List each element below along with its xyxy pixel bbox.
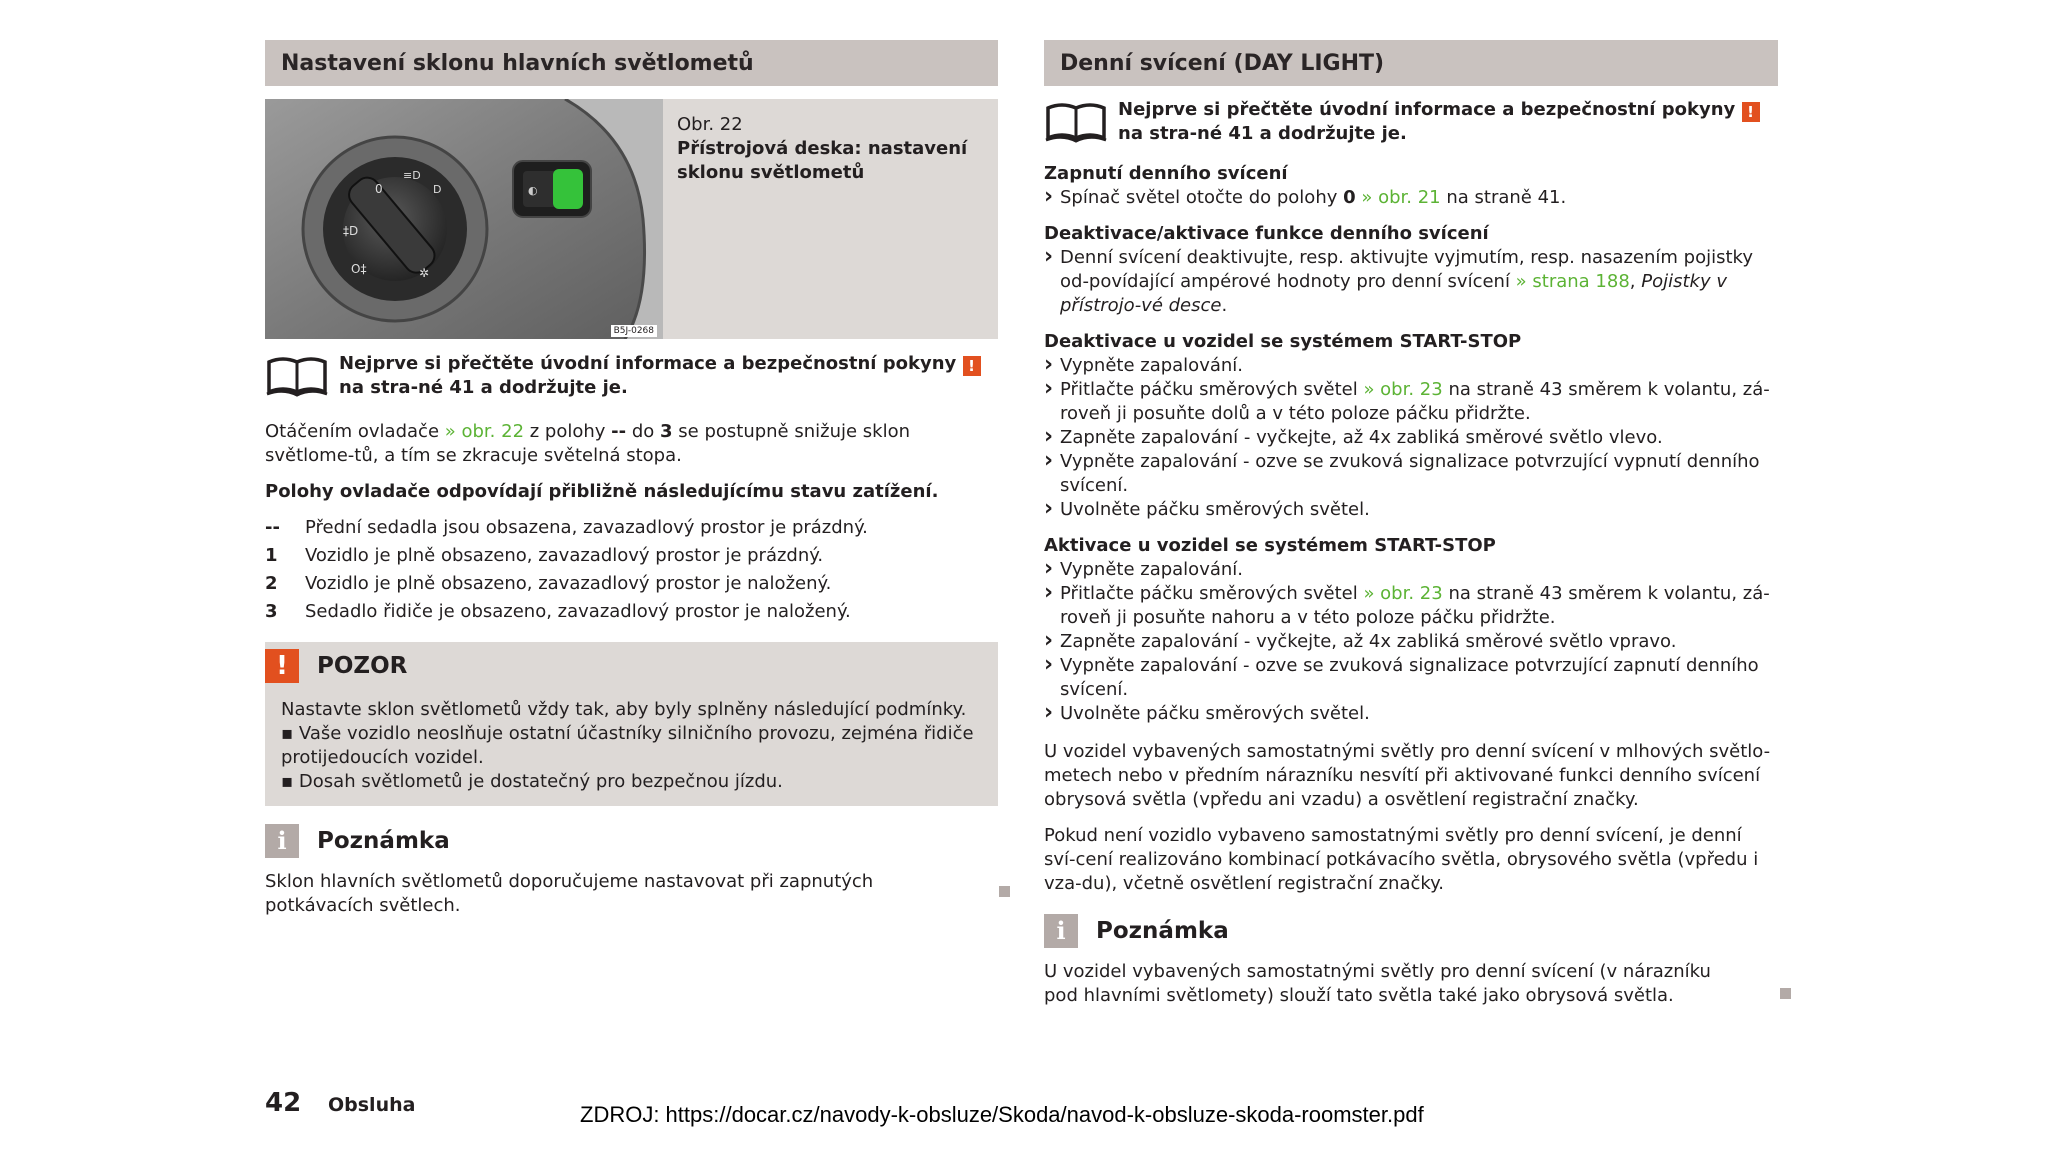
warning-box xyxy=(265,642,998,806)
read-first-note xyxy=(1044,98,1778,146)
read-first-text: Nejprve si přečtěte úvodní informace a bezpečnostní pokyny xyxy=(339,353,963,374)
position-mark: 1 xyxy=(265,545,278,566)
end-mark xyxy=(1780,988,1791,999)
step-text: na straně 43 směrem k volantu, zá-roveň ji posuňte dolů a v této poloze páčku přidržte. xyxy=(1060,379,1770,424)
position-mark: 3 xyxy=(660,421,673,442)
figure-code: B5J-0268 xyxy=(611,325,657,337)
svg-text:◐: ◐ xyxy=(528,184,538,197)
warning-item-text: Vaše vozidlo neoslňuje ostatní účastníky silničního provozu, zejména řidiče protijedoucích vozidel. xyxy=(281,723,974,768)
headlight-switch-photo xyxy=(265,99,663,339)
list-item: › Uvolněte páčku směrových světel. xyxy=(1044,498,1778,522)
list-item xyxy=(1044,186,1778,210)
intro-text: z polohy xyxy=(524,421,612,442)
position-text: Přední sedadla jsou obsazena, zavazadlový prostor je prázdný. xyxy=(305,517,868,538)
list-item: › Zapněte zapalování - vyčkejte, až 4x zabliká směrové světlo vpravo. xyxy=(1044,630,1778,654)
page-number: 42 xyxy=(265,1088,302,1118)
note-title: Poznámka xyxy=(317,828,450,854)
info-icon: i xyxy=(1044,914,1078,948)
warning-body xyxy=(265,698,998,794)
section-header: Nastavení sklonu hlavních světlometů xyxy=(265,40,998,86)
note-text: U vozidel vybavených samostatnými světly pro denní svícení (v nárazníku pod hlavními světlomety) slouží tato světla také jako obrysová světla. xyxy=(1044,961,1711,1006)
figure-22 xyxy=(265,99,998,339)
intro-paragraph xyxy=(265,420,998,468)
step-text: Přitlačte páčku směrových světel xyxy=(1060,379,1364,400)
section-name: Obsluha xyxy=(328,1094,416,1116)
step-list xyxy=(1044,354,1778,522)
end-mark xyxy=(999,886,1010,897)
list-item xyxy=(265,572,998,596)
source-citation: ZDROJ: https://docar.cz/navody-k-obsluze/Skoda/navod-k-obsluze-skoda-roomster.pdf xyxy=(580,1102,1424,1127)
read-first-text: Nejprve si přečtěte úvodní informace a bezpečnostní pokyny xyxy=(1118,99,1742,120)
paragraph: Pokud není vozidlo vybaveno samostatnými světly pro denní svícení, je denní sví-cení realizováno kombinací potkávacího světla, obrysového světla (vpředu i vza-du), včetně osvětlení registrační značky. xyxy=(1044,825,1759,894)
list-item: › Vypněte zapalování. xyxy=(1044,354,1778,378)
warning-icon: ! xyxy=(963,356,981,376)
list-item: › Zapněte zapalování - vyčkejte, až 4x zabliká směrové světlo vlevo. xyxy=(1044,426,1778,450)
figure-link[interactable]: » obr. 23 xyxy=(1363,583,1443,604)
read-first-text-tail: na stra-né 41 a dodržujte je. xyxy=(339,377,628,398)
step-text: Přitlačte páčku směrových světel xyxy=(1060,583,1364,604)
list-item xyxy=(265,600,998,624)
note-text: Sklon hlavních světlometů doporučujeme nastavovat při zapnutých potkávacích světlech. xyxy=(265,871,874,916)
read-first-note xyxy=(265,352,998,400)
book-icon xyxy=(265,354,329,398)
positions-heading: Polohy ovladače odpovídají přibližně následujícímu stavu zatížení. xyxy=(265,481,939,502)
position-text: Sedadlo řidiče je obsazeno, zavazadlový prostor je naložený. xyxy=(305,601,851,622)
note-title: Poznámka xyxy=(1096,918,1229,944)
step-text: . xyxy=(1221,295,1228,316)
position-mark: -- xyxy=(265,517,280,538)
intro-text: Otáčením ovladače xyxy=(265,421,445,442)
note-header xyxy=(265,822,998,860)
warning-header xyxy=(265,642,998,690)
position-text: Vozidlo je plně obsazeno, zavazadlový prostor je prázdný. xyxy=(305,545,824,566)
section-header: Denní svícení (DAY LIGHT) xyxy=(1044,40,1778,86)
warning-item-text: Dosah světlometů je dostatečný pro bezpečnou jízdu. xyxy=(298,771,783,792)
figure-link[interactable]: » obr. 23 xyxy=(1363,379,1443,400)
warning-intro: Nastavte sklon světlometů vždy tak, aby byly splněny následující podmínky. xyxy=(281,699,967,720)
note-box xyxy=(1044,912,1778,1008)
step-text: na straně 41. xyxy=(1440,187,1567,208)
figure-title: Přístrojová deska: nastavení sklonu světlometů xyxy=(677,138,968,183)
svg-text:0: 0 xyxy=(375,182,383,196)
warning-item: ▪ Dosah světlometů je dostatečný pro bezpečnou jízdu. xyxy=(281,771,783,792)
list-item: › Vypněte zapalování. xyxy=(1044,558,1778,582)
intro-text: se postupně snižuje sklon světlome-tů, a tím se zkracuje světelná stopa. xyxy=(265,421,911,466)
page-link[interactable]: » strana 188 xyxy=(1515,271,1630,292)
position-mark: 3 xyxy=(265,601,278,622)
warning-title: POZOR xyxy=(317,653,408,679)
svg-text:‡D: ‡D xyxy=(343,224,359,238)
note-box xyxy=(265,822,998,918)
subheading: Zapnutí denního svícení xyxy=(1044,163,1288,184)
note-header xyxy=(1044,912,1778,950)
subheading: Deaktivace u vozidel se systémem START-STOP xyxy=(1044,331,1522,352)
step-text: na straně 43 směrem k volantu, zá-roveň ji posuňte nahoru a v této poloze páčku přidržte. xyxy=(1060,583,1770,628)
position-mark: -- xyxy=(611,421,627,442)
figure-link[interactable]: » obr. 22 xyxy=(444,421,525,442)
step-text: Spínač světel otočte do polohy xyxy=(1060,187,1344,208)
svg-text:O‡: O‡ xyxy=(351,262,367,276)
info-icon: i xyxy=(265,824,299,858)
list-item xyxy=(1044,582,1778,630)
left-column xyxy=(265,40,998,918)
list-item xyxy=(265,544,998,568)
warning-item: ▪ Vaše vozidlo neoslňuje ostatní účastníky silničního provozu, zejména řidiče protijedoucích vozidel. xyxy=(281,723,974,768)
position-text: Vozidlo je plně obsazeno, zavazadlový prostor je naložený. xyxy=(305,573,832,594)
step-list xyxy=(1044,558,1778,726)
step-text: Denní svícení deaktivujte, resp. aktivujte vyjmutím, resp. nasazením pojistky od-povídající ampérové hodnoty pro denní svícení xyxy=(1060,247,1753,292)
warning-icon: ! xyxy=(265,649,299,683)
svg-text:D: D xyxy=(433,183,442,196)
step-list xyxy=(1044,246,1778,318)
reference-title: Pojistky v přístrojo-vé desce xyxy=(1060,271,1728,316)
book-icon xyxy=(1044,100,1108,144)
list-item: › Vypněte zapalování - ozve se zvuková signalizace potvrzující zapnutí denního svícení. xyxy=(1044,654,1778,702)
list-item xyxy=(1044,246,1778,318)
position-mark: 0 xyxy=(1343,187,1356,208)
svg-text:✲: ✲ xyxy=(419,266,430,280)
list-item: › Uvolněte páčku směrových světel. xyxy=(1044,702,1778,726)
position-mark: 2 xyxy=(265,573,278,594)
svg-text:≡D: ≡D xyxy=(403,169,421,182)
subheading: Aktivace u vozidel se systémem START-STOP xyxy=(1044,535,1496,556)
figure-number: Obr. 22 xyxy=(677,114,743,135)
right-column xyxy=(1044,40,1778,1008)
intro-text: do xyxy=(626,421,661,442)
subheading: Deaktivace/aktivace funkce denního svícení xyxy=(1044,223,1489,244)
list-item xyxy=(1044,378,1778,426)
figure-caption xyxy=(663,99,998,339)
figure-link[interactable]: » obr. 21 xyxy=(1355,187,1441,208)
warning-icon: ! xyxy=(1742,102,1760,122)
list-item: › Vypněte zapalování - ozve se zvuková signalizace potvrzující vypnutí denního svícení. xyxy=(1044,450,1778,498)
read-first-text-tail: na stra-né 41 a dodržujte je. xyxy=(1118,123,1407,144)
step-list xyxy=(1044,186,1778,210)
step-text: , xyxy=(1629,271,1642,292)
list-item xyxy=(265,516,998,540)
positions-list xyxy=(265,516,998,624)
paragraph: U vozidel vybavených samostatnými světly pro denní svícení v mlhových světlo-metech nebo v předním nárazníku nesvítí při aktivované funkci denního svícení obrysová světla (vpředu ani vzadu) a osvětlení registrační značky. xyxy=(1044,741,1771,810)
